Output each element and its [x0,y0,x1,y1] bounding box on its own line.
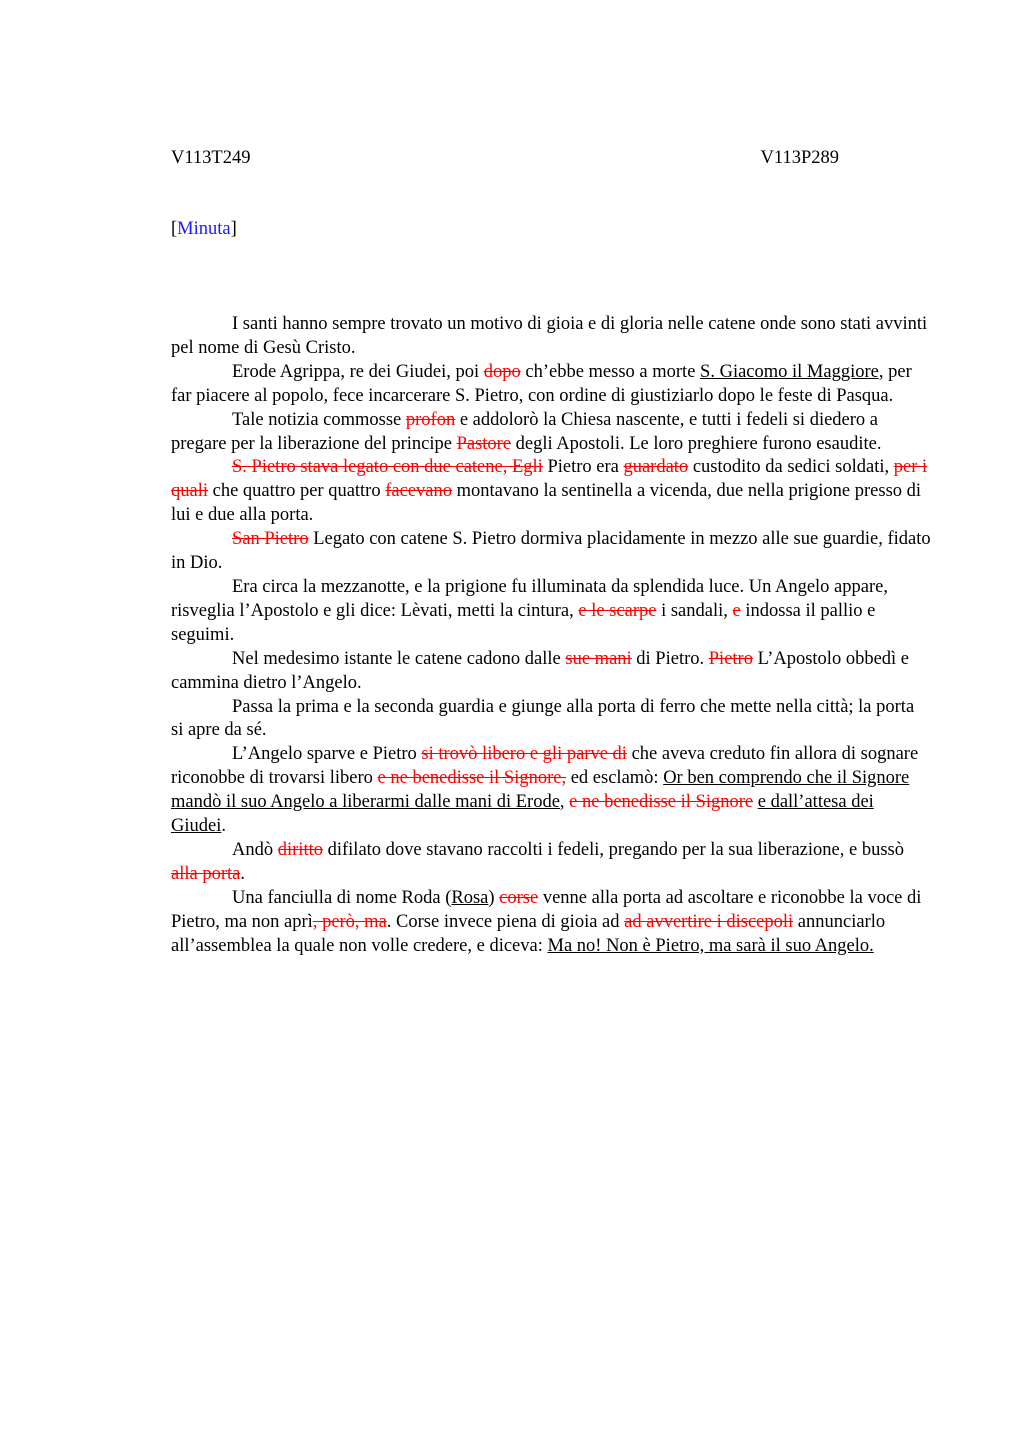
deleted-text: diritto [277,839,323,860]
text-segment: L’Apostolo obbedì e cammina dietro l’Angelo. [171,648,910,693]
text-segment: degli Apostoli. Le loro preghiere furono esaudite. [511,433,882,454]
paragraph [171,696,931,744]
text-segment: Legato con catene S. Pietro dormiva placidamente in mezzo alle sue guardie, fidato in Dio. [171,529,931,574]
minuta-label [171,217,237,241]
paragraph [171,743,931,839]
text-segment: , per far piacere al popolo, fece incarcerare S. Pietro, con ordine di giustiziarlo dopo le feste di Pasqua. [171,361,912,406]
left-code: V113T249 [171,148,251,168]
text-segment: I santi hanno sempre trovato un motivo di gioia e di gloria nelle catene onde sono stati avvinti pel nome di Gesù Cristo. [171,314,928,358]
paragraph [171,528,931,576]
text-segment: Una fanciulla di nome Roda ( [232,887,452,908]
text-segment: annunciarlo all’assemblea la quale non volle credere, e diceva: [171,911,886,956]
paragraph [171,313,931,361]
deleted-text: per i quali [171,457,928,502]
deleted-text: Pietro [708,648,753,669]
right-code: V113P289 [760,148,839,168]
text-segment: . Corse invece piena di gioia ad [386,911,625,932]
underlined-text: S. Giacomo il Maggiore [700,361,879,382]
paragraph [171,361,931,409]
text-segment: L’Angelo sparve e Pietro [232,744,422,765]
text-segment: Tale notizia commosse [232,409,406,430]
text-segment: Pietro era [542,457,624,478]
deleted-text: ad avvertire i discepoli [624,911,794,932]
paragraph [171,456,931,528]
text-segment: difilato dove stavano raccolti i fedeli, pregando per la sua liberazione, e bussò [322,839,904,860]
text-segment: custodito da sedici soldati, [688,457,894,478]
paragraph [171,839,931,887]
text-segment: Era circa la mezzanotte, e la prigione fu illuminata da splendida luce. Un Angelo appare, risveglia l’Apostolo e gli dice: Lèvati, metti la cintura, [171,576,888,621]
underlined-text: Or ben comprendo che il Signore mandò il suo Angelo a liberarmi dalle mani di Erode [171,768,910,813]
paragraph [171,409,931,457]
text-segment: ch’ebbe messo a morte [520,361,701,382]
text-segment: venne alla porta ad ascoltare e riconobbe la voce di Pietro, ma non aprì [171,887,922,932]
minuta-open-bracket: [ [171,219,178,239]
text-segment: , [559,792,570,813]
deleted-text: , però, ma [312,911,387,932]
deleted-text: e [732,600,741,621]
deleted-text: si trovò libero e gli parve di [421,744,627,765]
deleted-text: e ne benedisse il Signore, [377,768,567,789]
document-body [171,313,931,958]
paragraph [171,648,931,696]
text-segment: e addolorò la Chiesa nascente, e tutti i fedeli si diedero a pregare per la liberazione del principe [171,409,878,454]
underlined-text: e dall’attesa dei Giudei [171,792,874,837]
text-segment: ed esclamò: [566,768,664,789]
text-segment: che quattro per quattro [208,481,386,502]
text-segment: ) [488,887,500,908]
text-segment: Passa la prima e la seconda guardia e giunge alla porta di ferro che mette nella città; la porta si apre da sé. [171,696,915,741]
deleted-text: Pastore [456,433,512,454]
text-segment: Andò [232,839,278,860]
paragraph [171,887,931,959]
text-segment: di Pietro. [631,648,709,669]
underlined-text: Ma no! Non è Pietro, ma sarà il suo Angelo. [547,935,874,956]
text-segment: . [240,863,245,884]
text-segment: Erode Agrippa, re dei Giudei, poi [232,361,484,382]
text-segment: Nel medesimo istante le catene cadono dalle [232,648,566,669]
underlined-text: Rosa [451,887,489,908]
deleted-text: alla porta [171,863,241,884]
deleted-text: S. Pietro stava legato con due catene, Egli [232,457,543,478]
deleted-text: guardato [623,457,689,478]
text-segment: che aveva creduto fin allora di sognare riconobbe di trovarsi libero [171,744,919,789]
deleted-text: San Pietro [232,529,309,550]
deleted-text: e le scarpe [578,600,657,621]
text-segment: . [221,816,226,837]
minuta-link[interactable]: Minuta [177,219,231,239]
deleted-text: sue mani [565,648,632,669]
deleted-text: corse [499,887,539,908]
deleted-text: facevano [385,481,452,502]
minuta-close-bracket: ] [230,219,237,239]
text-segment: montavano la sentinella a vicenda, due nella prigione presso di lui e due alla porta. [171,481,922,526]
deleted-text: dopo [483,361,521,382]
text-segment: indossa il pallio e seguimi. [171,600,876,645]
text-segment: i sandali, [656,600,733,621]
paragraph [171,576,931,648]
deleted-text: e ne benedisse il Signore [569,792,754,813]
deleted-text: profon [405,409,456,430]
